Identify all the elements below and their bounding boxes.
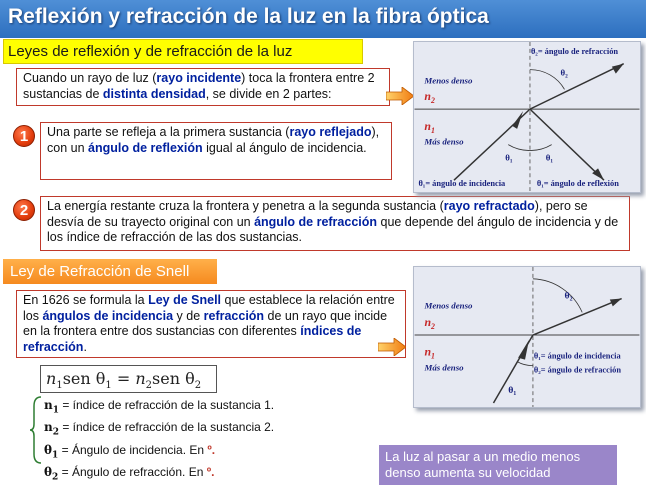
item2-bold-angle: ángulo de refracción xyxy=(254,214,378,229)
page-title: Reflexión y refracción de la luz en la fibra óptica xyxy=(8,5,489,28)
label-menos-denso: Menos denso xyxy=(424,75,473,86)
refracted-ray-arrow xyxy=(610,299,622,307)
item2-text: La energía restante cruza la frontera y penetra a la segunda sustancia ( xyxy=(47,199,444,213)
legend-item: $\theta_2$ = Ángulo de refracción. En º. xyxy=(44,465,215,483)
snell-text: que establece la relación entre los xyxy=(23,293,395,323)
refracted-ray xyxy=(530,64,624,109)
snell-equation: $n_1sen$ $\theta_1 = n_2sen$ $\theta_2$ xyxy=(40,365,217,393)
label-incidence-angle: θ₁= ángulo de incidencia xyxy=(533,351,621,361)
label-refraction-angle: θ₂= ángulo de refracción xyxy=(533,365,622,375)
intro-bold-incident: rayo incidente xyxy=(156,71,242,85)
label-theta1-reflection: θ₁ xyxy=(545,152,554,163)
item1-text: igual al ángulo de incidencia. xyxy=(202,140,367,155)
number-badge-2: 2 xyxy=(13,199,35,221)
label-menos-denso: Menos denso xyxy=(424,300,473,311)
intro-bold-density: distinta densidad xyxy=(102,86,206,101)
label-theta1-incidence: θ₁ xyxy=(505,152,513,163)
legend-item: $\theta_1$ = Ángulo de incidencia. En º. xyxy=(44,442,216,461)
incident-ray-arrow xyxy=(518,340,529,360)
snell-bold-indices: índices de refracción xyxy=(23,324,362,354)
label-incidence-angle: θ₁= ángulo de incidencia xyxy=(418,179,506,189)
label-mas-denso: Más denso xyxy=(424,136,464,147)
label-theta2: θ₂ xyxy=(564,290,573,302)
angle-arc-reflection xyxy=(530,145,552,151)
label-theta1: θ₁ xyxy=(508,385,517,397)
snell-refraction-diagram xyxy=(413,266,641,408)
intro-text: Cuando un rayo de luz ( xyxy=(23,71,157,85)
item2-box xyxy=(40,196,630,251)
intro-text: , se divide en 2 partes: xyxy=(205,86,332,101)
note-box: La luz al pasar a un medio menos denso aumenta su velocidad xyxy=(379,445,617,485)
snell-text: . xyxy=(83,339,87,354)
reflected-ray xyxy=(530,109,604,180)
snell-bold-law: Ley de Snell xyxy=(148,293,222,307)
number-badge-1: 1 xyxy=(13,125,35,147)
angle-arc-refraction xyxy=(530,70,565,90)
section-header-snell: Ley de Refracción de Snell xyxy=(3,259,217,284)
label-theta2: θ₂ xyxy=(560,67,568,78)
refracted-ray-arrow xyxy=(612,64,624,74)
label-mas-denso: Más denso xyxy=(424,362,464,373)
label-n1: $n_1$ xyxy=(424,344,435,361)
item2-text: ), pero se desvía de su trayecto original con un xyxy=(47,199,588,229)
legend-list xyxy=(44,397,344,487)
section-header-laws: Leyes de reflexión y de refracción de la luz xyxy=(3,39,363,64)
angle-arc-refraction xyxy=(533,279,582,313)
item1-text: Una parte se refleja a la primera sustancia ( xyxy=(47,125,290,139)
snell-bold-incidence: ángulos de incidencia xyxy=(42,308,174,323)
legend-item: $n_1$ = índice de refracción de la sustancia 1. xyxy=(44,398,275,416)
label-refraction-angle: θ₂= ángulo de refracción xyxy=(530,46,619,56)
legend-bracket xyxy=(30,396,42,464)
arrow-right-icon xyxy=(378,338,406,356)
item1-text: ), con un xyxy=(47,125,380,155)
arrow-right-icon xyxy=(386,87,414,105)
item2-text: que depende del ángulo de incidencia y de los índice de refracción de las dos sustancias. xyxy=(47,214,619,244)
label-n1: $n_1$ xyxy=(424,118,435,135)
item1-bold-angle: ángulo de reflexión xyxy=(88,140,203,155)
snell-text: y de xyxy=(173,308,204,323)
legend-item: $n_2$ = índice de refracción de la sustancia 2. xyxy=(44,420,275,438)
item1-bold-reflected: rayo reflejado xyxy=(289,125,372,139)
intro-text: ) toca la frontera entre 2 sustancias de xyxy=(23,71,375,101)
snell-box xyxy=(16,290,406,358)
item2-bold-refracted: rayo refractado xyxy=(443,199,535,213)
snell-bold-refraction: refracción xyxy=(203,308,265,323)
snell-text: de un rayo que incide en la frontera entre dos sustancias con diferentes xyxy=(23,308,388,338)
incident-ray-arrow xyxy=(512,111,523,129)
label-n2: $n_2$ xyxy=(424,315,435,332)
intro-box xyxy=(16,68,390,106)
angle-arc-incidence xyxy=(517,362,533,366)
snell-text: En 1626 se formula la xyxy=(23,293,149,307)
item1-box xyxy=(40,122,392,180)
label-reflection-angle: θ₁= ángulo de reflexión xyxy=(536,179,619,189)
angle-arc-incidence xyxy=(508,145,530,151)
reflection-refraction-diagram xyxy=(413,41,641,193)
label-n2: $n_2$ xyxy=(424,89,435,106)
